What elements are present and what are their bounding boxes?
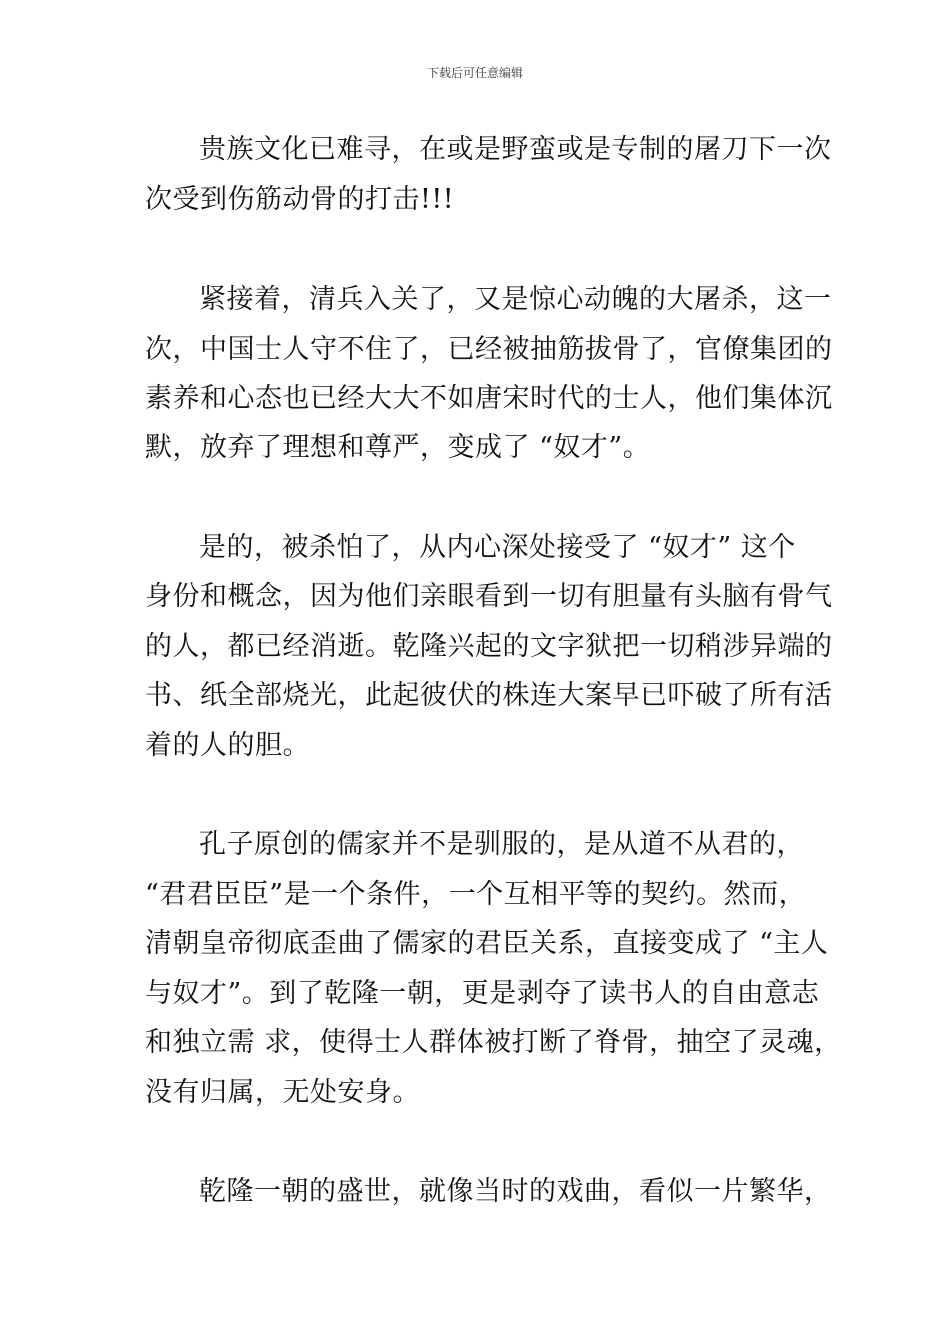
paragraph-line: 没有归属，无处安身。 <box>145 1077 420 1108</box>
paragraph-line: 默，放弃了理想和尊严，变成了 “奴才”。 <box>145 432 651 463</box>
page-header: 下载后可任意编辑 <box>426 66 523 80</box>
paragraph-line: 和独立需 求，使得士人群体被打断了脊骨，抽空了灵魂， <box>145 1027 842 1058</box>
paragraph-line: 与奴才”。到了乾隆一朝，更是剥夺了读书人的自由意志 <box>145 978 820 1009</box>
paragraph-line: 身份和概念，因为他们亲眼看到一切有胆量有头脑有骨气 <box>145 581 833 612</box>
paragraph-line: 清朝皇帝彻底歪曲了儒家的君臣关系，直接变成了 “主人 <box>145 928 829 959</box>
paragraph-line: 素养和心态也已经大大不如唐宋时代的士人，他们集体沉 <box>145 383 833 414</box>
paragraph-line: “君君臣臣”是一个条件，一个互相平等的契约。然而， <box>145 879 807 910</box>
paragraph-line: 贵族文化已难寻，在或是野蛮或是专制的屠刀下一次 <box>199 134 832 165</box>
paragraph-line: 乾隆一朝的盛世，就像当时的戏曲，看似一片繁华， <box>199 1176 832 1207</box>
paragraph-line: 的人，都已经消逝。乾隆兴起的文字狱把一切稍涉异端的 <box>145 631 833 662</box>
paragraph-line: 次受到伤筋动骨的打击!!! <box>145 184 455 215</box>
paragraph-line: 书、纸全部烧光，此起彼伏的株连大案早已吓破了所有活 <box>145 680 833 711</box>
paragraph-line: 着的人的胆。 <box>145 730 310 761</box>
paragraph-line: 孔子原创的儒家并不是驯服的，是从道不从君的， <box>199 829 804 860</box>
paragraph-line: 紧接着，清兵入关了，又是惊心动魄的大屠杀，这一 <box>199 284 832 315</box>
paragraph-line: 次，中国士人守不住了，已经被抽筋拔骨了，官僚集团的 <box>145 334 833 365</box>
paragraph-line: 是的，被杀怕了，从内心深处接受了 “奴才” 这个 <box>199 532 796 563</box>
